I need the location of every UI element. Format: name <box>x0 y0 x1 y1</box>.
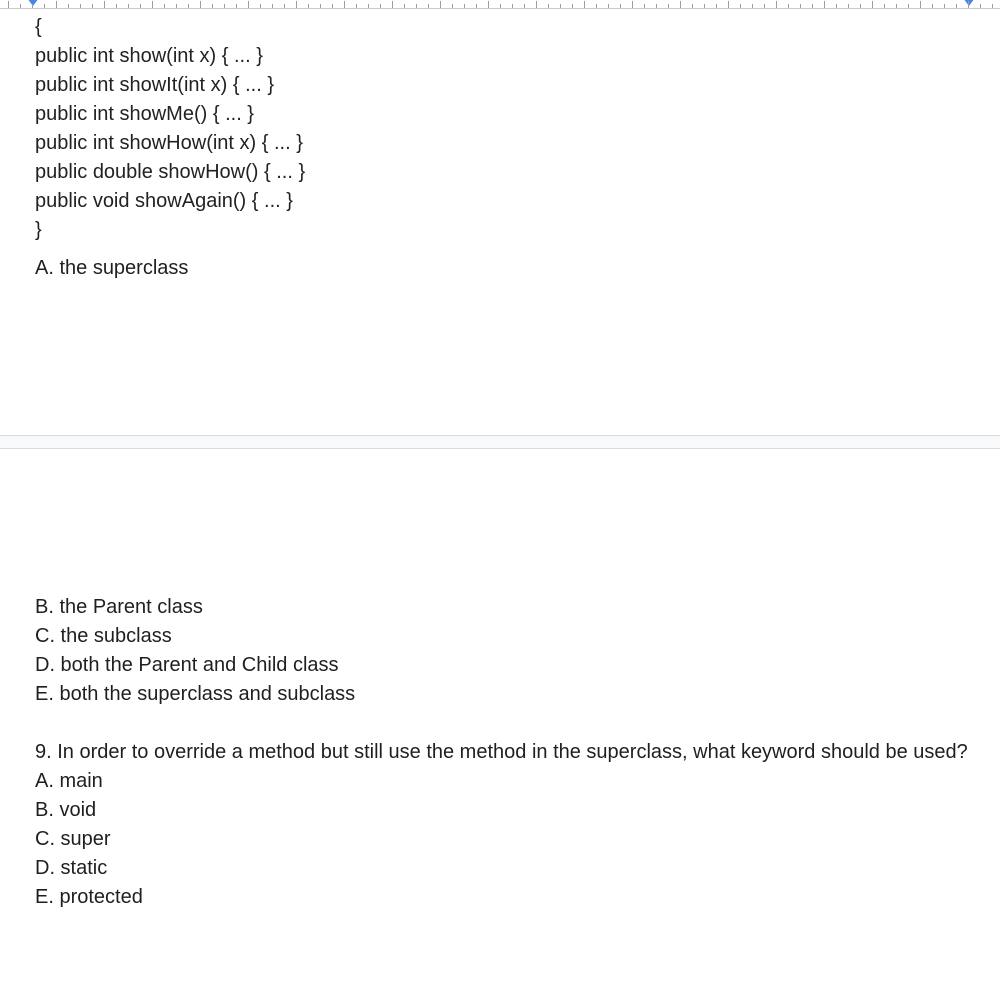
ruler-tick <box>512 4 513 8</box>
ruler-tick <box>128 4 129 8</box>
ruler-tick <box>272 4 273 8</box>
ruler-tick <box>368 4 369 8</box>
ruler-tick <box>596 4 597 8</box>
ruler-tick <box>608 4 609 8</box>
ruler-tick <box>56 1 57 8</box>
ruler-tick <box>572 4 573 8</box>
ruler-tick <box>416 4 417 8</box>
ruler-tick <box>812 4 813 8</box>
ruler-tick <box>212 4 213 8</box>
answer-option: A. main <box>35 770 103 792</box>
question-8-options <box>35 593 970 912</box>
ruler-tick <box>536 1 537 8</box>
code-line: public int showIt(int x) { ... } <box>35 74 274 96</box>
answer-option: E. both the superclass and subclass <box>35 683 356 705</box>
ruler-tick <box>440 1 441 8</box>
ruler-tick <box>848 4 849 8</box>
ruler-tick <box>188 4 189 8</box>
ruler-tick <box>236 4 237 8</box>
ruler-tick <box>8 1 9 8</box>
ruler-tick <box>944 4 945 8</box>
ruler-tick <box>908 4 909 8</box>
paragraph-spacer <box>35 709 970 738</box>
question-9-text: 9. In order to override a method but still use the method in the superclass, what keyword should be used? <box>35 741 968 763</box>
ruler-tick <box>884 4 885 8</box>
ruler-tick <box>500 4 501 8</box>
ruler-tick <box>980 4 981 8</box>
ruler-tick <box>788 4 789 8</box>
ruler-tick <box>584 1 585 8</box>
ruler-tick <box>152 1 153 8</box>
ruler-tick <box>320 4 321 8</box>
horizontal-ruler[interactable] <box>0 0 1000 9</box>
answer-option: C. super <box>35 828 111 850</box>
ruler-tick <box>764 4 765 8</box>
ruler-tick <box>644 4 645 8</box>
ruler-tick <box>176 4 177 8</box>
ruler-tick <box>836 4 837 8</box>
code-line: } <box>35 219 42 241</box>
ruler-tick <box>668 4 669 8</box>
ruler-tick <box>296 1 297 8</box>
ruler-tick <box>956 4 957 8</box>
ruler-tick <box>404 4 405 8</box>
ruler-tick <box>656 4 657 8</box>
ruler-tick <box>692 4 693 8</box>
ruler-tick <box>548 4 549 8</box>
ruler-tick <box>704 4 705 8</box>
answer-option: C. the subclass <box>35 625 172 647</box>
ruler-tick <box>140 4 141 8</box>
code-line: { <box>35 16 42 38</box>
ruler-tick <box>524 4 525 8</box>
ruler-tick <box>332 4 333 8</box>
ruler-tick <box>620 4 621 8</box>
ruler-tick <box>680 1 681 8</box>
code-line: public int showHow(int x) { ... } <box>35 132 303 154</box>
right-indent-marker-icon[interactable] <box>963 0 975 6</box>
code-line: public void showAgain() { ... } <box>35 190 293 212</box>
ruler-tick <box>344 1 345 8</box>
answer-option: E. protected <box>35 886 143 908</box>
ruler-tick <box>44 4 45 8</box>
ruler-tick <box>560 4 561 8</box>
ruler-tick <box>728 1 729 8</box>
ruler-tick <box>308 4 309 8</box>
ruler-tick <box>716 4 717 8</box>
ruler-tick <box>920 1 921 8</box>
ruler-tick <box>200 1 201 8</box>
ruler-tick <box>116 4 117 8</box>
code-line: public int show(int x) { ... } <box>35 45 263 67</box>
ruler-tick <box>32 4 33 8</box>
ruler-tick <box>752 4 753 8</box>
ruler-tick <box>428 4 429 8</box>
answer-option: B. void <box>35 799 97 821</box>
ruler-tick <box>356 4 357 8</box>
ruler-tick <box>284 4 285 8</box>
answer-option: B. the Parent class <box>35 596 203 618</box>
ruler-tick <box>632 1 633 8</box>
document-page-1[interactable] <box>0 9 1000 435</box>
ruler-tick <box>896 4 897 8</box>
ruler-tick <box>488 1 489 8</box>
ruler-tick <box>248 1 249 8</box>
ruler-tick <box>824 1 825 8</box>
ruler-tick <box>164 4 165 8</box>
answer-option: D. both the Parent and Child class <box>35 654 339 676</box>
ruler-tick <box>860 4 861 8</box>
ruler-tick <box>20 4 21 8</box>
ruler-tick <box>872 1 873 8</box>
left-indent-marker-icon[interactable] <box>27 0 39 6</box>
document-page-2[interactable] <box>0 449 1000 982</box>
question-8-option-a: A. the superclass <box>35 257 189 279</box>
ruler-tick <box>92 4 93 8</box>
code-line: public int showMe() { ... } <box>35 103 254 125</box>
code-block <box>35 13 970 245</box>
ruler-tick <box>932 4 933 8</box>
page-break <box>0 435 1000 449</box>
answer-option: D. static <box>35 857 108 879</box>
ruler-tick <box>392 1 393 8</box>
ruler-tick <box>380 4 381 8</box>
ruler-tick <box>968 1 969 8</box>
ruler-tick <box>80 4 81 8</box>
ruler-tick <box>776 1 777 8</box>
ruler-tick <box>68 4 69 8</box>
ruler-tick <box>476 4 477 8</box>
ruler-tick <box>740 4 741 8</box>
ruler-tick <box>452 4 453 8</box>
ruler-tick <box>104 1 105 8</box>
ruler-tick <box>260 4 261 8</box>
ruler-tick <box>800 4 801 8</box>
ruler-tick <box>992 4 993 8</box>
ruler-tick <box>224 4 225 8</box>
code-line: public double showHow() { ... } <box>35 161 306 183</box>
ruler-tick <box>464 4 465 8</box>
